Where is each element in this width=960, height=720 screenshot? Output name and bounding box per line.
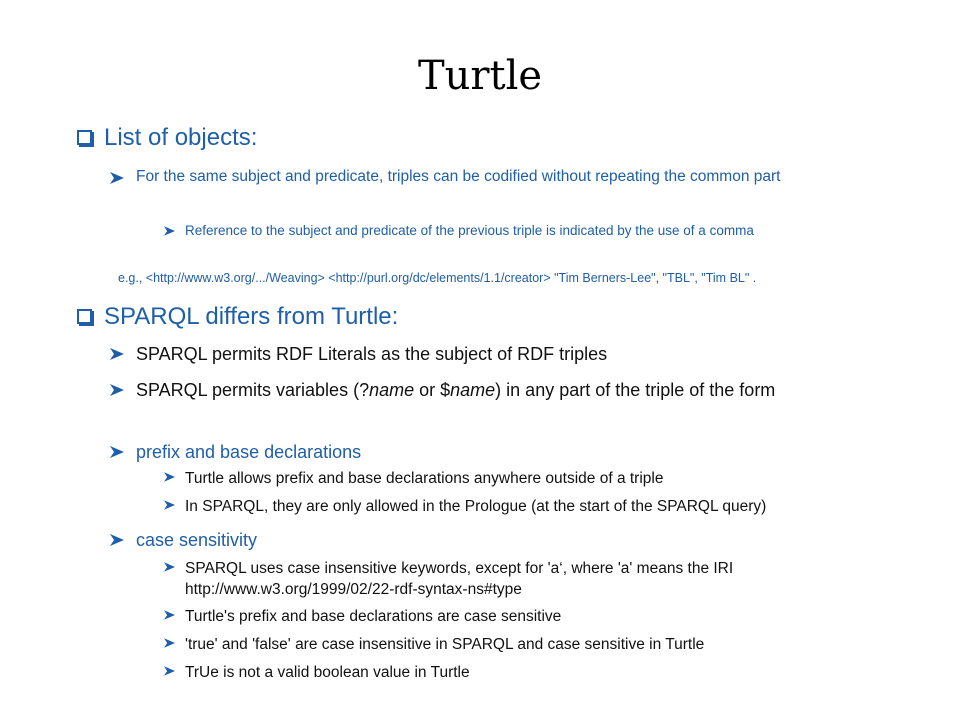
list-item: [110, 440, 910, 464]
list-item: [164, 468, 934, 489]
slide-title: Turtle: [417, 53, 543, 99]
arrow-bullet-icon: [110, 348, 124, 360]
example-line: [118, 269, 918, 287]
list-item-text: prefix and base declarations: [136, 442, 362, 462]
list-item: [110, 378, 910, 402]
list-item-text: TrUe is not a valid boolean value in Turtle: [185, 664, 470, 681]
list-item: [110, 342, 910, 366]
text-part-italic: name: [369, 380, 415, 400]
arrow-bullet-icon: [110, 534, 124, 546]
list-item: [164, 558, 934, 600]
arrow-bullet-icon: [164, 226, 175, 236]
list-item-text: [136, 378, 906, 402]
section-heading-list-of-objects: [77, 124, 937, 152]
list-item: [164, 634, 934, 655]
arrow-bullet-icon: [164, 500, 175, 510]
list-item: [110, 166, 900, 187]
list-item-text: SPARQL permits RDF Literals as the subject of RDF triples: [136, 344, 608, 364]
text-part: or $: [414, 380, 451, 400]
arrow-bullet-icon: [110, 172, 124, 184]
list-item-text: case sensitivity: [136, 530, 258, 550]
list-item-text: For the same subject and predicate, triples can be codified without repeating the common part: [136, 168, 781, 185]
list-item-text: In SPARQL, they are only allowed in the Prologue (at the start of the SPARQL query): [185, 498, 767, 515]
arrow-bullet-icon: [110, 384, 124, 396]
list-item: [164, 496, 934, 517]
text-part-italic: name: [450, 380, 496, 400]
arrow-bullet-icon: [164, 562, 175, 572]
arrow-bullet-icon: [164, 610, 175, 620]
list-item-text: Reference to the subject and predicate of the previous triple is indicated by the use of a comma: [185, 223, 754, 238]
arrow-bullet-icon: [110, 446, 124, 458]
list-item-text: 'true' and 'false' are case insensitive in SPARQL and case sensitive in Turtle: [185, 636, 705, 653]
list-item: [164, 222, 924, 240]
hollow-square-bullet-icon: [77, 130, 92, 145]
list-item: [110, 528, 910, 552]
list-item: [164, 662, 934, 683]
section-heading-text: SPARQL differs from Turtle:: [104, 303, 399, 330]
list-item: [164, 606, 934, 627]
example-text: e.g., <http://www.w3.org/.../Weaving> <http://purl.org/dc/elements/1.1/creator> "Tim Berners-Lee", "TBL", "Tim BL" .: [118, 271, 757, 285]
arrow-bullet-icon: [164, 472, 175, 482]
list-item-text: SPARQL uses case insensitive keywords, except for 'a‘, where 'a' means the IRI http://www.w3.org/1999/02/22-rdf-syntax-ns#type: [185, 560, 734, 598]
section-heading-text: List of objects:: [104, 124, 258, 151]
hollow-square-bullet-icon: [77, 309, 92, 324]
text-part: ) in any part of the triple of the form: [495, 380, 776, 400]
text-part: SPARQL permits variables (?: [136, 380, 370, 400]
arrow-bullet-icon: [164, 666, 175, 676]
list-item-text: Turtle's prefix and base declarations are case sensitive: [185, 608, 562, 625]
arrow-bullet-icon: [164, 638, 175, 648]
list-item-text: Turtle allows prefix and base declarations anywhere outside of a triple: [185, 470, 664, 487]
section-heading-sparql-differs: [77, 303, 937, 331]
